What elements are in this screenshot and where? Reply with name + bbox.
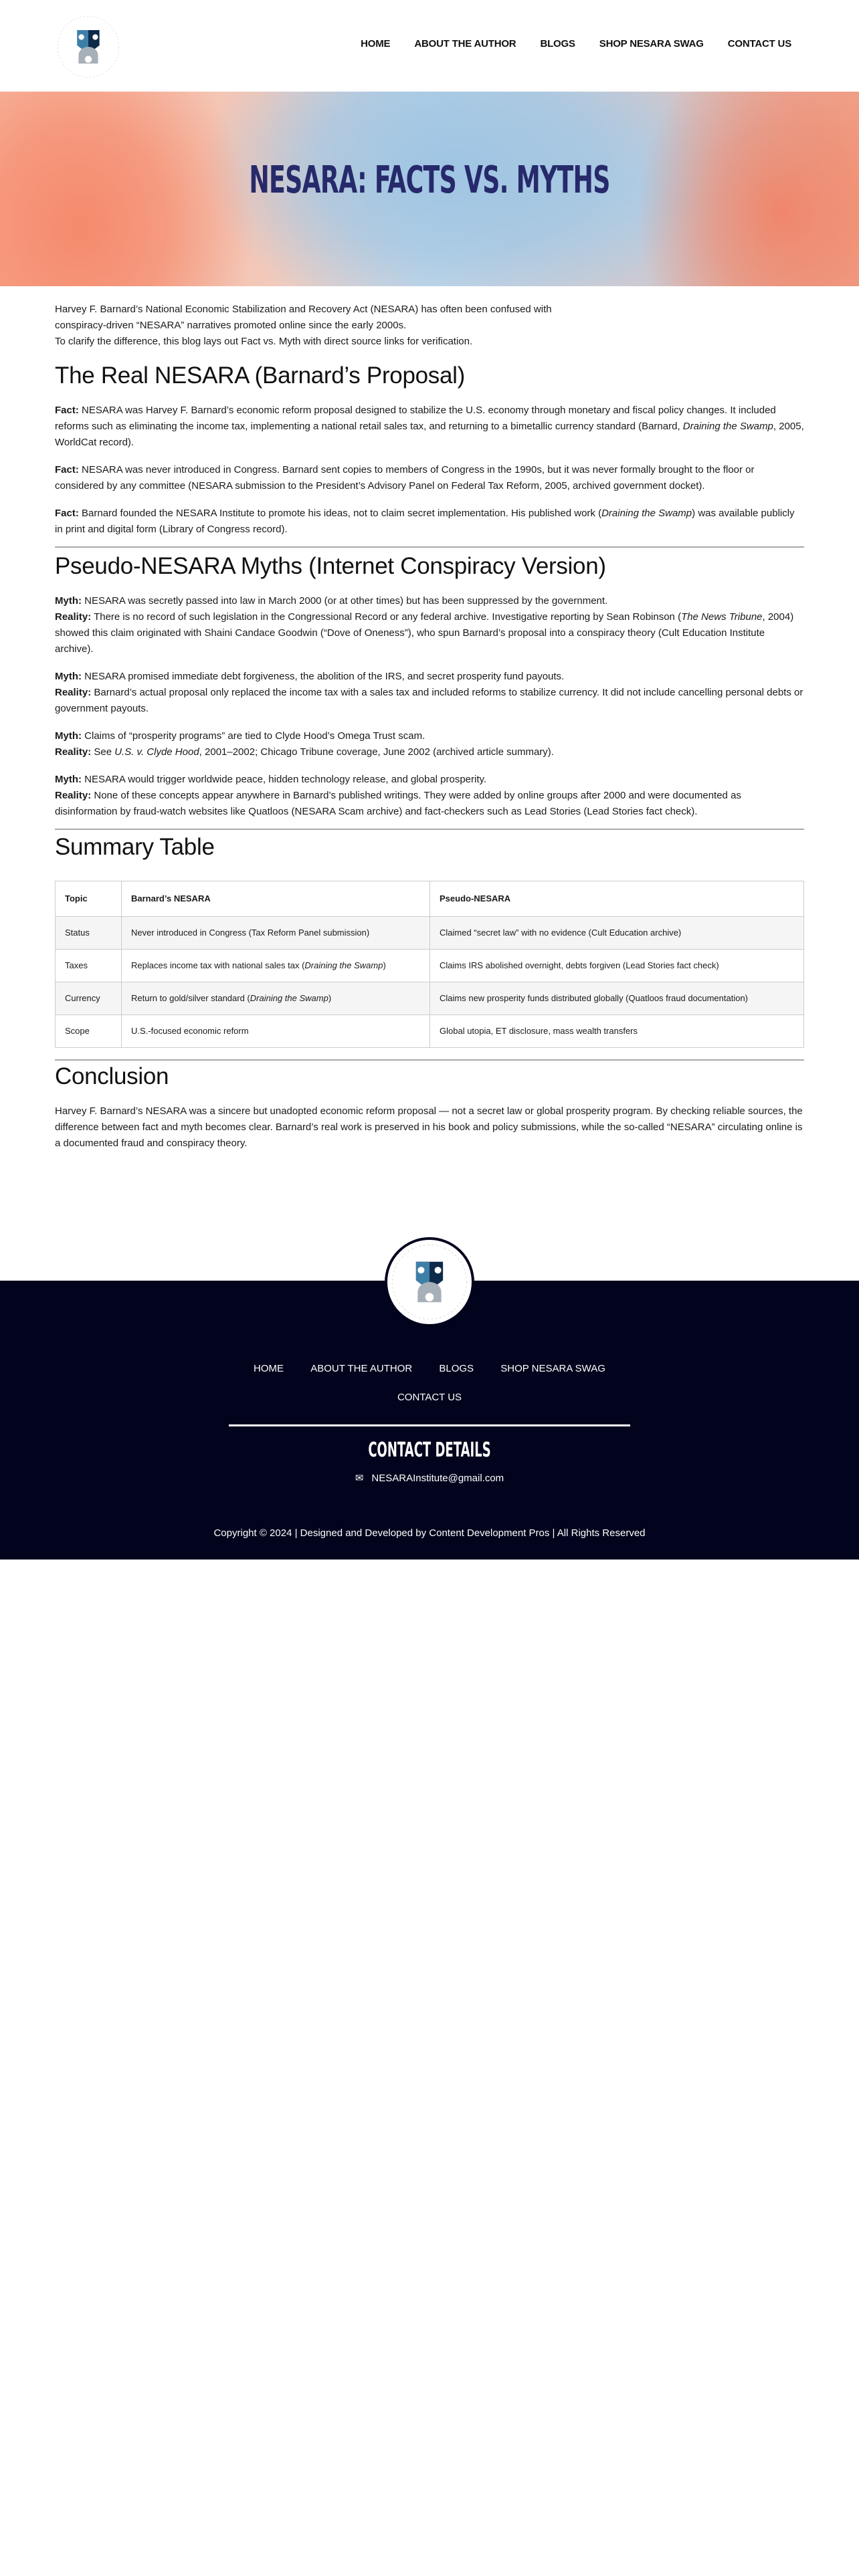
reality-text: There is no record of such legislation in the Congressional Record or any federal archive. Investigative reporting by Sean Robinson ( — [91, 611, 682, 623]
source-title: The News Tribune — [681, 611, 763, 623]
book-title: Draining the Swamp — [304, 960, 383, 970]
source-title: U.S. v. Clyde Hood — [114, 746, 199, 758]
myth-text: NESARA would trigger worldwide peace, hidden technology release, and global prosperity. — [82, 774, 487, 785]
topic-cell: Status — [56, 917, 122, 950]
pseudo-cell: Global utopia, ET disclosure, mass wealth transfers — [430, 1015, 804, 1048]
myth-text: NESARA was secretly passed into law in March 2000 (or at other times) but has been suppressed by the government. — [82, 595, 608, 607]
section-heading-real-nesara: The Real NESARA (Barnard’s Proposal) — [55, 362, 465, 389]
fact-text: , 2005, WorldCat record). — [55, 421, 804, 448]
topic-cell: Scope — [56, 1015, 122, 1048]
column-header: Barnard’s NESARA — [122, 881, 430, 917]
divider — [55, 1059, 804, 1061]
fact-text: Barnard founded the NESARA Institute to promote his ideas, not to claim secret implementation. His published work ( — [78, 508, 602, 519]
fact-item — [55, 462, 804, 494]
contact-email — [0, 1472, 859, 1484]
page-title: NESARA: FACTS VS. MYTHS — [249, 158, 610, 202]
nav-blogs[interactable]: BLOGS — [540, 38, 575, 49]
reality-label: Reality: — [55, 790, 92, 801]
myth-label: Myth: — [55, 774, 82, 785]
cell-text: Replaces income tax with national sales tax ( — [131, 960, 305, 970]
table-row — [56, 982, 804, 1015]
topic-cell: Taxes — [56, 950, 122, 982]
myth-item — [55, 593, 804, 657]
myth-text: NESARA promised immediate debt forgiveness, the abolition of the IRS, and secret prosperity fund payouts. — [82, 671, 565, 682]
summary-table — [55, 881, 804, 1048]
book-title: Draining the Swamp — [601, 508, 692, 519]
intro-paragraph — [55, 302, 577, 350]
article-content — [55, 302, 804, 1163]
cell-text: ) — [328, 993, 332, 1003]
reality-text: Barnard’s actual proposal only replaced the income tax with a sales tax and included reforms to stabilize currency. It did not include cancelling personal debts or government payouts. — [55, 687, 803, 714]
cell-text: Return to gold/silver standard ( — [131, 993, 250, 1003]
fact-label: Fact: — [55, 405, 79, 416]
myth-item — [55, 772, 804, 820]
reality-label: Reality: — [55, 611, 92, 623]
footer-nav-contact-us[interactable]: CONTACT US — [397, 1392, 462, 1403]
myth-label: Myth: — [55, 595, 82, 607]
fact-item — [55, 403, 804, 451]
reality-text: None of these concepts appear anywhere in Barnard’s published writings. They were added by online groups after 2000 and were documented as disinformation by fraud-watch websites like Quatloos (NESARA Scam archive) and fact-checkers such as Lead Stories (Lead Stories fact check). — [55, 790, 741, 817]
reality-text: , 2004) showed this claim originated with Shaini Candace Goodwin (“Dove of Oneness”), who spun Barnard’s proposal into a conspiracy theory (Cult Education Institute archive). — [55, 611, 794, 655]
intro-line: Harvey F. Barnard’s National Economic Stabilization and Recovery Act (NESARA) has often been confused with conspiracy-driven “NESARA” narratives promoted online since the early 2000s. — [55, 304, 552, 331]
myth-item — [55, 669, 804, 717]
book-title: Draining the Swamp — [682, 421, 773, 432]
section-heading-summary: Summary Table — [55, 834, 215, 860]
footer-nav-about-the-author[interactable]: ABOUT THE AUTHOR — [310, 1363, 413, 1374]
barnard-cell — [122, 1015, 430, 1048]
column-header: Topic — [56, 881, 122, 917]
table-row — [56, 1015, 804, 1048]
barnard-cell — [122, 982, 430, 1015]
footer-nav-home[interactable]: HOME — [254, 1363, 284, 1374]
pseudo-cell: Claims new prosperity funds distributed globally (Quatloos fraud documentation) — [430, 982, 804, 1015]
site-header — [0, 0, 859, 92]
footer-divider — [229, 1424, 630, 1426]
myths-list — [55, 593, 804, 820]
topic-cell: Currency — [56, 982, 122, 1015]
footer-logo[interactable] — [385, 1237, 474, 1327]
footer-nav-blogs[interactable]: BLOGS — [439, 1363, 474, 1374]
fact-label: Fact: — [55, 464, 79, 475]
table-header-row — [56, 881, 804, 917]
divider — [55, 829, 804, 830]
myth-text: Claims of “prosperity programs” are tied to Clyde Hood’s Omega Trust scam. — [82, 730, 425, 742]
footer-nav — [0, 1363, 859, 1403]
main-nav — [361, 38, 791, 49]
barnard-cell — [122, 917, 430, 950]
facts-list — [55, 403, 804, 538]
section-heading-conclusion: Conclusion — [55, 1063, 169, 1089]
envelope-icon: ✉ — [355, 1473, 364, 1484]
column-header: Pseudo-NESARA — [430, 881, 804, 917]
barnard-cell — [122, 950, 430, 982]
nav-shop-nesara-swag[interactable]: SHOP NESARA SWAG — [599, 38, 704, 49]
divider — [55, 546, 804, 548]
nav-about-the-author[interactable]: ABOUT THE AUTHOR — [414, 38, 516, 49]
pseudo-cell: Claims IRS abolished overnight, debts forgiven (Lead Stories fact check) — [430, 950, 804, 982]
section-heading-myths: Pseudo-NESARA Myths (Internet Conspiracy Version) — [55, 553, 606, 579]
pseudo-cell: Claimed “secret law” with no evidence (Cult Education archive) — [430, 917, 804, 950]
table-row — [56, 950, 804, 982]
cell-text: Never introduced in Congress (Tax Reform Panel submission) — [131, 928, 370, 938]
nav-contact-us[interactable]: CONTACT US — [727, 38, 791, 49]
intro-line: To clarify the difference, this blog lays out Fact vs. Myth with direct source links for verification. — [55, 336, 473, 347]
fact-text: NESARA was never introduced in Congress. Barnard sent copies to members of Congress in the 1990s, but it was never formally brought to the floor or considered by any committee (NESARA submission to the President’s Advisory Panel on Federal Tax Reform, 2005, archived government docket). — [55, 464, 755, 492]
reality-text: , 2001–2002; Chicago Tribune coverage, June 2002 (archived article summary). — [199, 746, 554, 758]
reality-label: Reality: — [55, 746, 92, 758]
fact-label: Fact: — [55, 508, 79, 519]
book-title: Draining the Swamp — [250, 993, 328, 1003]
table-row — [56, 917, 804, 950]
fact-item — [55, 506, 804, 538]
myth-label: Myth: — [55, 730, 82, 742]
contact-details-heading: CONTACT DETAILS — [368, 1438, 491, 1462]
copyright: Copyright © 2024 | Designed and Developed by Content Development Pros | All Rights Reserved — [213, 1527, 646, 1539]
nesara-institute-logo[interactable] — [54, 12, 123, 82]
fact-text: ) was available publicly in print and digital form (Library of Congress record). — [55, 508, 795, 535]
conclusion-paragraph: Harvey F. Barnard’s NESARA was a sincere but unadopted economic reform proposal — not a secret law or global prosperity program. By checking reliable sources, the difference between fact and myth becomes clear. Barnard’s real work is preserved in his book and policy submissions, while the so-called “NESARA” circulating online is a documented fraud and conspiracy theory. — [55, 1105, 803, 1149]
hero-banner — [0, 92, 859, 286]
myth-label: Myth: — [55, 671, 82, 682]
cell-text: ) — [383, 960, 386, 970]
email-link[interactable]: NESARAInstitute@gmail.com — [371, 1473, 504, 1484]
reality-text: See — [91, 746, 115, 758]
myth-item — [55, 728, 804, 760]
footer-nav-shop-nesara-swag[interactable]: SHOP NESARA SWAG — [500, 1363, 605, 1374]
cell-text: U.S.-focused economic reform — [131, 1026, 249, 1036]
reality-label: Reality: — [55, 687, 92, 698]
nav-home[interactable]: HOME — [361, 38, 391, 49]
fact-text: NESARA was Harvey F. Barnard’s economic reform proposal designed to stabilize the U.S. economy through monetary and fiscal policy changes. It included reforms such as eliminating the income tax, implementing a national retail sales tax, and returning to a bimetallic currency standard (Barnard, — [55, 405, 776, 432]
